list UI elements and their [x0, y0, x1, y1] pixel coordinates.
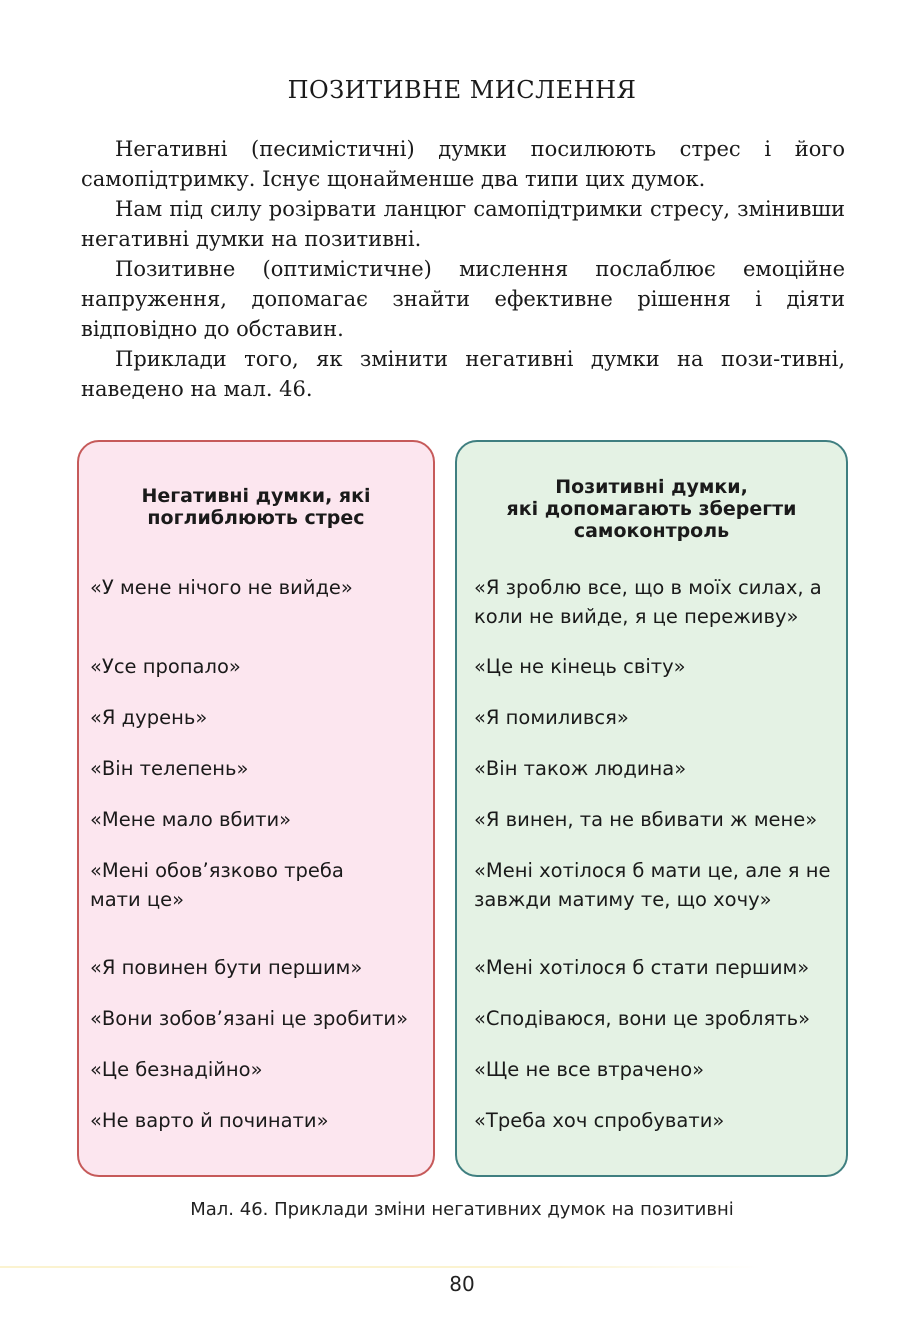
positive-thoughts-heading [457, 476, 846, 542]
positive-thought-item: «Це не кінець світу» [474, 655, 686, 678]
positive-thought-item: «Я зроблю все, що в моїх силах, а коли не вийде, я це переживу» [474, 576, 822, 628]
paragraph: Негативні (песимістичні) думки посилюють стрес і його самопідтримку. Існує щонайменше два типи цих думок. [81, 137, 845, 191]
page-number: 80 [449, 1272, 475, 1296]
positive-thought-item: «Я помилився» [474, 706, 629, 729]
heading-line: поглиблюють стрес [147, 507, 365, 529]
paragraph: Позитивне (оптимістичне) мислення послаблює емоційне напруження, допомагає знайти ефективне рішення і діяти відповідно до обставин. [81, 257, 845, 341]
positive-thought-item: «Мені хотілося б мати це, але я не завжди матиму те, що хочу» [474, 859, 831, 911]
heading-line: Негативні думки, які [141, 485, 371, 507]
negative-thought-item: «Мене мало вбити» [90, 808, 292, 831]
negative-thought-item: «Вони зобов’язані це зробити» [90, 1007, 409, 1030]
positive-thought-item: «Він також людина» [474, 757, 687, 780]
figure-caption: Мал. 46. Приклади зміни негативних думок на позитивні [190, 1199, 734, 1220]
footer-divider [0, 1266, 760, 1268]
heading-line: які допомагають зберегти [506, 498, 797, 520]
body-text [81, 134, 845, 404]
negative-thought-item: «Усе пропало» [90, 655, 241, 678]
paragraph: Нам під силу розірвати ланцюг самопідтримки стресу, змінивши негативні думки на позитивні. [81, 197, 845, 251]
negative-thought-item: «У мене нічого не вийде» [90, 576, 353, 599]
positive-thought-item: «Треба хоч спробувати» [474, 1109, 725, 1132]
page-title: ПОЗИТИВНЕ МИСЛЕННЯ [287, 76, 637, 104]
positive-thought-item: «Сподіваюся, вони це зроблять» [474, 1007, 811, 1030]
negative-thought-item: «Я дурень» [90, 706, 208, 729]
positive-thought-item: «Я винен, та не вбивати ж мене» [474, 808, 818, 831]
positive-thought-item: «Мені хотілося б стати першим» [474, 956, 810, 979]
paragraph: Приклади того, як змінити негативні думки на пози-тивні, наведено на мал. 46. [81, 347, 845, 401]
positive-thought-item: «Ще не все втрачено» [474, 1058, 705, 1081]
positive-thoughts-box [455, 440, 848, 1177]
negative-thought-item: «Я повинен бути першим» [90, 956, 363, 979]
negative-thoughts-box [77, 440, 435, 1177]
heading-line: самоконтроль [573, 520, 730, 542]
heading-line: Позитивні думки, [555, 476, 748, 498]
negative-thought-item: «Мені обов’язково треба мати це» [90, 859, 344, 911]
negative-thoughts-heading [79, 485, 433, 529]
negative-thought-item: «Це безнадійно» [90, 1058, 263, 1081]
negative-thought-item: «Він телепень» [90, 757, 249, 780]
negative-thought-item: «Не варто й починати» [90, 1109, 329, 1132]
